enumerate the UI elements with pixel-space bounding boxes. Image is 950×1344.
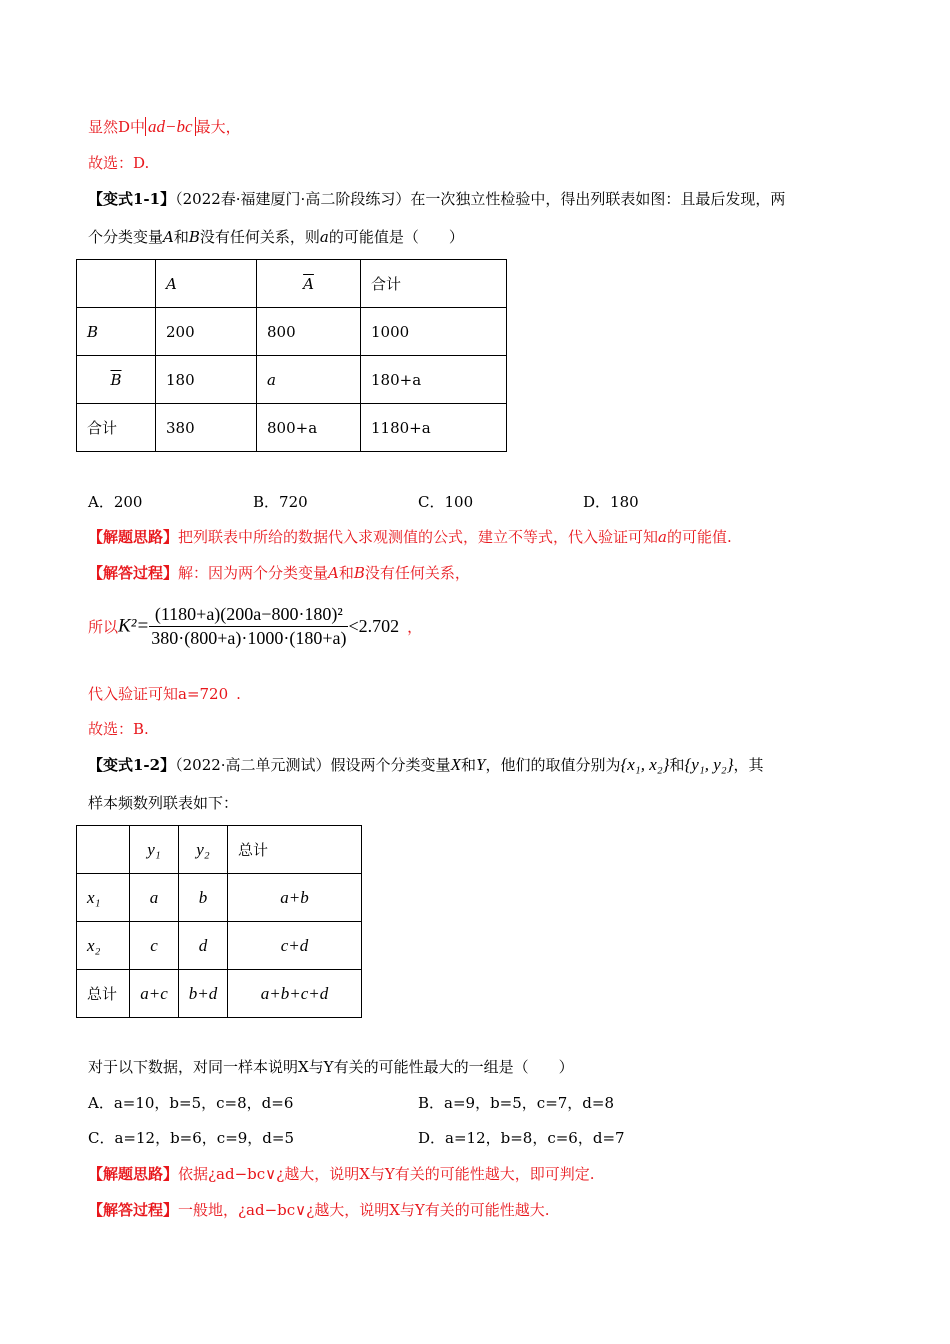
q2-line-1 [88,755,764,775]
intro-line-1 [88,117,241,137]
formula-numerator: (1180+a)(200a−800·180)² [149,604,348,627]
table-cell: 1180+a [361,404,507,452]
q1-option-c[interactable]: C．100 [418,493,474,511]
header-A: A [166,274,177,293]
q1-idea [88,527,732,547]
table-row [77,308,507,356]
table-row [77,404,507,452]
q1-line-2-b: 没有任何关系，则 [199,228,320,246]
q1-formula-line [88,604,422,649]
q2-line-1-b: ，他们的取值分别为 [485,756,621,774]
q1-option-a[interactable]: A．200 [88,493,143,511]
table-cell: 1000 [361,308,507,356]
table-row [77,356,507,404]
q1-option-b[interactable]: B．720 [253,493,308,511]
table-cell: y₁ [130,826,179,874]
q2-question: 对于以下数据，对同一样本说明X与Y有关的可能性最大的一组是（ ） [88,1058,574,1076]
table-cell: 合计 [361,260,507,308]
table-cell [257,260,361,308]
table-cell: x₂ [77,922,130,970]
q1-line-2 [88,227,464,247]
q1-line-1 [88,189,785,209]
table-cell [156,260,257,308]
table-cell [77,260,156,308]
cell-a: a [267,370,276,389]
table-cell [77,826,130,874]
table-row [77,970,362,1018]
q1-idea-tag: 【解题思路】 [88,528,179,546]
q1-line-2-c: 的可能值是（ ） [328,228,464,246]
header-A-bar: $\overline{A}$ [303,274,314,293]
formula-end: ， [407,618,423,636]
table-cell: 总计 [228,826,362,874]
table-cell: x₁ [77,874,130,922]
table-cell [257,356,361,404]
table-cell: 合计 [77,404,156,452]
q2-set-x: {x₁, x₂} [620,755,670,774]
table-row [77,826,362,874]
intro-answer: 故选：D. [88,154,150,172]
q1-proc-text-a: 解：因为两个分类变量 [178,564,329,582]
row-B-bar: $\overline{B}$ [110,370,122,389]
q1-proc-tag: 【解答过程】 [88,564,179,582]
q1-var-A: A [163,228,174,246]
q2-process [88,1200,550,1220]
table-cell: c [130,922,179,970]
q2-var-X: X [450,755,461,774]
q2-proc-tag: 【解答过程】 [88,1201,179,1219]
q1-tag: 【变式1-1】 [88,190,176,208]
q2-var-Y: Y [475,755,486,774]
q1-idea-text: 把列联表中所给的数据代入求观测值的公式，建立不等式，代入验证可知 [178,528,659,546]
q2-line-1-c: 和 [669,756,685,774]
q2-set-y: {y₁, y₂} [684,755,734,774]
q2-option-a[interactable]: A．a=10，b=5，c=8，d=6 [88,1094,294,1112]
q1-var-B: B [188,228,200,246]
q1-idea-end: 的可能值. [666,528,732,546]
q1-verify [88,684,241,704]
q2-and: 和 [460,756,476,774]
q1-idea-var: a [658,528,667,546]
q2-idea-tag: 【解题思路】 [88,1165,179,1183]
abs-ad-bc: ad−bc [145,117,196,136]
q2-line-1-a: （2022·高二单元测试）假设两个分类变量 [175,756,451,774]
table-cell: c+d [228,922,362,970]
table-cell: 180+a [361,356,507,404]
q1-answer: 故选：B. [88,720,149,738]
table-row [77,260,507,308]
table-cell: a+b+c+d [228,970,362,1018]
table-cell: 180 [156,356,257,404]
q1-proc-text-b: 没有任何关系， [364,564,470,582]
q2-line-2: 样本频数列联表如下： [88,794,239,812]
q2-idea [88,1164,595,1184]
table-cell: 800 [257,308,361,356]
table-row [77,922,362,970]
table-cell: b+d [179,970,228,1018]
q1-process [88,563,470,583]
table-cell: a+b [228,874,362,922]
table-cell: 200 [156,308,257,356]
q1-line-2-a: 个分类变量 [88,228,164,246]
q2-proc-text: 一般地，¿ad−bc∨¿越大，说明X与Y有关的可能性越大. [178,1201,550,1219]
table-row [77,874,362,922]
table-cell: a [130,874,179,922]
formula-lhs: K²= [118,615,150,637]
formula-rhs: <2.702 [348,616,400,636]
q2-option-b[interactable]: B．a=9，b=5，c=7，d=8 [418,1094,615,1112]
q2-tag: 【变式1-2】 [88,756,176,774]
q2-option-c[interactable]: C．a=12，b=6，c=9，d=5 [88,1129,295,1147]
q1-proc-and: 和 [338,564,354,582]
q1-contingency-table [76,259,507,452]
row-B: B [87,322,99,341]
table-cell: a+c [130,970,179,1018]
q1-source: （2022春·福建厦门·高二阶段练习）在一次独立性检验中，得出列联表如图：且最后发现，两 [175,190,786,208]
q1-verify-end: . [236,685,241,703]
table-cell: y₂ [179,826,228,874]
q2-idea-text: 依据¿ad−bc∨¿越大，说明X与Y有关的可能性越大，即可判定. [178,1165,595,1183]
intro-line-1-suffix: 最大， [195,118,241,136]
formula-fraction [149,604,348,649]
formula-prefix: 所以 [88,618,119,636]
q2-contingency-table [76,825,362,1018]
table-cell: b [179,874,228,922]
q1-var-a: a [319,228,329,246]
table-cell: 800+a [257,404,361,452]
table-cell: 总计 [77,970,130,1018]
intro-line-1-prefix: 显然D中 [88,118,146,136]
q1-proc-var-b: B [353,564,365,582]
q1-proc-var-a: A [328,564,339,582]
q2-line-1-d: ，其 [733,756,764,774]
q1-verify-text: 代入验证可知a=720 [88,685,229,703]
q2-option-d[interactable]: D．a=12，b=8，c=6，d=7 [418,1129,625,1147]
formula-denominator: 380·(800+a)·1000·(180+a) [151,628,347,648]
table-cell [77,356,156,404]
table-cell: 380 [156,404,257,452]
table-cell [77,308,156,356]
table-cell: d [179,922,228,970]
q1-option-d[interactable]: D．180 [583,493,639,511]
q1-and: 和 [173,228,189,246]
